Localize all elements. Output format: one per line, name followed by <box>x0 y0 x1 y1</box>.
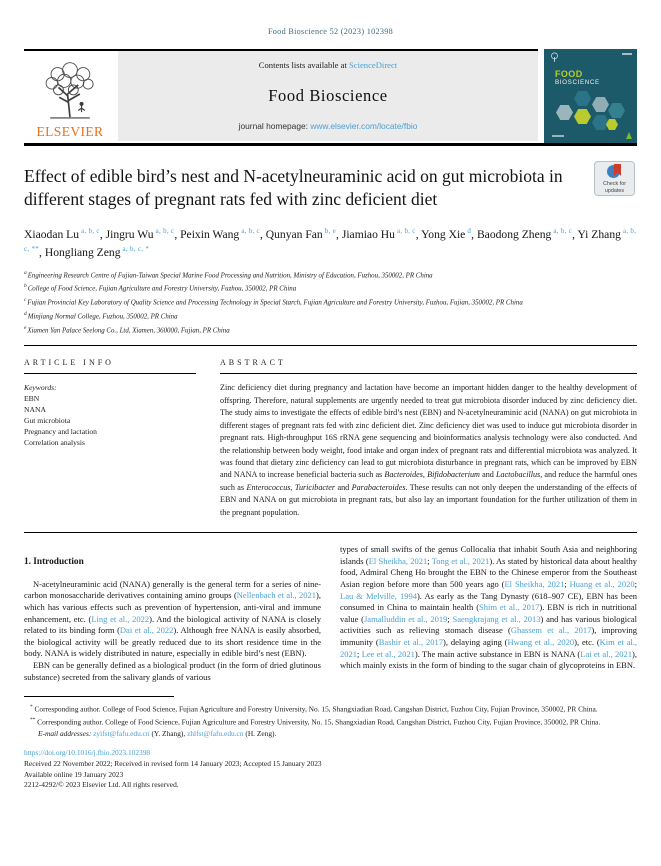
body-column-left <box>24 544 321 683</box>
article-info-column <box>24 358 196 519</box>
keyword: Pregnancy and lactation <box>24 427 97 437</box>
inline-link[interactable]: El Sheikha, 2021 <box>504 579 565 589</box>
section-divider <box>24 532 637 533</box>
inline-link[interactable]: Lau & Melville, 1994 <box>340 590 417 601</box>
email-addresses-line <box>24 729 637 739</box>
text-segment: and <box>479 470 496 480</box>
article-info-heading: ARTICLE INFO <box>24 358 114 368</box>
text-segment: * <box>30 704 33 711</box>
text-segment: a, b, c <box>551 227 573 235</box>
abstract-heading: ABSTRACT <box>220 358 286 368</box>
text-segment: , <box>422 470 428 480</box>
text-segment: Bifidobacterium <box>427 470 480 480</box>
elsevier-tree-icon <box>37 62 103 126</box>
text-segment: , Baodong Zheng <box>471 227 552 241</box>
check-for-updates-badge[interactable] <box>594 161 635 196</box>
text-segment: ), which has various effects such as prevention of hypertension, anti-viral and immune enhancement, etc. ( <box>24 590 321 624</box>
inline-link[interactable]: zhlfst@fafu.edu.cn <box>187 728 244 738</box>
text-segment: Xiaodan Lu <box>24 227 80 241</box>
text-segment: a, b, c <box>79 227 100 235</box>
introduction-heading: 1. Introduction <box>24 557 84 568</box>
abstract-column <box>220 358 637 519</box>
text-segment: a, b, c <box>394 227 416 235</box>
affiliation-list <box>24 268 637 337</box>
text-segment: Lactobacillus <box>495 470 541 480</box>
text-segment: , Yong Xie <box>415 227 466 241</box>
cover-hexagon-decoration <box>592 97 609 112</box>
text-segment: and <box>335 482 352 492</box>
body-paragraph <box>24 660 321 683</box>
text-segment: Contents lists available at <box>258 60 349 70</box>
text-segment: ). As stated by historical data about healthy food, Admiral Cheng Ho brought the EBN to the Chinese emperor from the Southeast Asian region before more than 500 years ago ( <box>340 555 637 589</box>
text-segment: , Jiamiao Hu <box>336 227 395 241</box>
journal-cover-thumbnail[interactable] <box>544 49 637 143</box>
cover-title-bioscience: BIOSCIENCE <box>555 79 600 86</box>
inline-link[interactable]: Dai et al., 2022 <box>119 625 174 636</box>
check-for-updates-icon <box>607 164 622 179</box>
body-paragraph <box>24 579 321 660</box>
heading-divider <box>24 373 196 374</box>
contents-list-line <box>259 60 397 70</box>
inline-link[interactable]: Kim et al., 2021 <box>340 636 638 659</box>
text-segment: ). And the biological activity of NANA is closely related to its binding form ( <box>24 613 322 636</box>
keyword: Correlation analysis <box>24 438 85 448</box>
keyword: Gut microbiota <box>24 416 71 426</box>
issn-copyright-line: 2212-4292/© 2023 Elsevier Ltd. All rights reserved. <box>24 780 179 790</box>
cover-hexagon-decoration <box>592 115 609 130</box>
affiliation-item: $^a$Engineering Research Centre of Fujian-Taiwan Special Marine Food Processing and Nutrition, Ministry of Education, Fuzhou, 350002, PR China <box>24 269 433 280</box>
text-segment: a, b, c <box>239 227 260 235</box>
inline-link[interactable]: www.elsevier.com/locate/fbio <box>310 121 418 131</box>
journal-title: Food Bioscience <box>268 85 388 105</box>
inline-link[interactable]: El Sheikha, 2021 <box>368 555 428 566</box>
text-segment: ; <box>564 579 570 589</box>
text-segment: ; <box>427 555 432 566</box>
inline-link[interactable]: zyifst@fafu.edu.cn <box>93 728 150 738</box>
affiliation-item: $^b$College of Food Science, Fujian Agriculture and Forestry University, Fuzhou, 350002, PR China <box>24 283 297 293</box>
text-segment: Zinc deficiency diet during pregnancy and lactation have become an important hidden danger to the healthy development of offspring. Therefore, natural supplements are urgently needed to treat gut microbiota disorder induced by zinc deficiency diet. The study aims to investigate the effects of edible bird’s nest (EBN) and N-acetylneuraminic acid (NANA) on gut microbiota in different stages of pregnant rats fed with zinc deficient diet. Zinc deficiency diet was used to induce gut microbiota disorder in pregnant rats. High-throughput 16S rRNA gene sequencing and bioinformatics analysis technology were also conducted. And the relationship between body weight, food intake and organ index of pregnant rats and differential microbiota was analyzed. It was found that dietary zinc deficiency can lead to gut microbiota disturbance in pregnant rats, which can be improved by EBN and NANA to increase beneficial bacteria such as <box>220 383 637 480</box>
text-segment: ), which mainly exists in the form of binding to the sugar chain of glycoproteins in EBN. <box>340 648 637 671</box>
doi-link[interactable]: https://doi.org/10.1016/j.fbio.2023.102398 <box>24 748 151 758</box>
cover-volume-mark <box>622 53 632 55</box>
heading-divider <box>220 373 637 374</box>
affiliation-item: $^e$Xiamen Yan Palace Seelong Co., Ltd, Xiamen, 360000, Fujian, PR China <box>24 324 230 334</box>
inline-link[interactable]: Shim et al., 2017 <box>479 602 540 613</box>
article-title: Effect of edible bird’s nest and N-acetylneuraminic acid on gut microbiota in different stages of pregnant rats fed with zinc deficient diet <box>24 166 563 209</box>
cover-hexagon-decoration <box>556 105 573 120</box>
text-segment: a, b, c <box>153 227 175 235</box>
cover-publisher-mark <box>626 132 632 139</box>
journal-masthead <box>118 51 538 141</box>
text-segment: ) and has various biological activities such as relieving stomach disease ( <box>340 613 637 636</box>
inline-link[interactable]: Ling et al., 2022 <box>91 613 150 624</box>
footnote-divider <box>24 696 174 697</box>
text-segment: , Qunyan Fan <box>259 227 323 241</box>
inline-link[interactable]: Ghassem et al., 2017 <box>510 625 592 636</box>
journal-homepage-line <box>239 121 418 131</box>
text-segment: , <box>290 482 295 492</box>
available-online-line: Available online 19 January 2023 <box>24 769 124 779</box>
inline-link[interactable]: Jamalluddin et al., 2019 <box>364 613 448 624</box>
keyword: NANA <box>24 405 46 415</box>
text-segment: a, b, c, * <box>120 245 150 254</box>
text-segment: (H. Zeng). <box>243 728 277 738</box>
text-segment: Turicibacter <box>294 482 336 492</box>
text-segment: types of small swifts of the genus Collocalia that inhabit South Asia and neighboring islands ( <box>340 544 637 566</box>
cover-hexagon-decoration <box>574 109 591 124</box>
affiliation-item: $^d$Minjiang Normal College, Fuzhou, 350002, PR China <box>24 310 178 321</box>
text-segment: (Y. Zhang), <box>149 728 188 738</box>
journal-header-band <box>24 49 637 143</box>
corresponding-author-note <box>24 702 637 715</box>
inline-link[interactable]: ScienceDirect <box>349 60 398 70</box>
author-list <box>24 224 637 261</box>
affiliation-item: $^c$Fujian Provincial Key Laboratory of Quality Science and Processing Technology in Special Starch, Fujian Agriculture and Forestry University, Fuzhou, Fujian, 350002, PR China <box>24 297 523 307</box>
text-segment: N-acetylneuraminic acid (NANA) generally is the general term for a series of nine-carbon monosaccharide derivatives containing amino groups ( <box>24 578 321 601</box>
text-segment: E-mail addresses: <box>38 728 94 738</box>
text-segment: , Peixin Wang <box>174 227 240 241</box>
journal-citation-header: Food Bioscience 52 (2023) 102398 <box>267 27 394 36</box>
text-segment: a, b, c, ** <box>24 227 637 254</box>
elsevier-wordmark: ELSEVIER <box>36 124 104 139</box>
text-segment: , and reduce the harmful ones such as <box>220 470 638 492</box>
inline-link[interactable]: Huang et al., 2020 <box>569 579 635 589</box>
cover-title-food: FOOD <box>555 69 583 79</box>
body-paragraph <box>340 544 637 672</box>
header-divider <box>24 143 637 146</box>
text-segment: Corresponding author. College of Food Science, Fujian Agriculture and Forestry University, No. 15, Shangxiadian Road, Cangshan District, Fuzhou City, Fujian Province, 350002, PR China. <box>35 717 601 727</box>
text-segment: Corresponding author. College of Food Science, Fujian Agriculture and Forestry University, No. 15, Shangxiadian Road, Cangshan District, Fuzhou City, Fujian Province, 350002, PR China. <box>32 704 598 714</box>
cover-issn-mark <box>552 135 564 137</box>
text-segment: ), improving immunity ( <box>340 625 637 647</box>
text-segment: journal homepage: <box>238 121 311 131</box>
publication-info-block <box>24 748 637 790</box>
cover-elsevier-tree-icon <box>549 52 560 63</box>
inline-link[interactable]: Lee et al., 2021 <box>361 648 415 659</box>
cover-hexagon-decoration <box>608 103 625 118</box>
abstract-text <box>220 382 637 519</box>
text-segment: , Yi Zhang <box>572 227 621 241</box>
text-segment: ** <box>30 717 36 724</box>
body-column-right <box>340 544 637 683</box>
text-segment: , Hongliang Zeng <box>39 246 121 260</box>
text-segment: Bacteroides <box>384 470 423 480</box>
text-segment: ; <box>357 648 362 659</box>
text-segment: b, e <box>322 227 337 235</box>
text-segment: ). The main active substance in EBN is NANA ( <box>414 648 581 659</box>
received-dates-line: Received 22 November 2022; Received in revised form 14 January 2023; Accepted 15 January 2023 <box>24 758 322 768</box>
text-segment: ). As early as the Tang Dynasty (618–907 CE), EBN has been consumed in China to maintain health ( <box>340 590 637 613</box>
elsevier-logo[interactable] <box>24 51 116 141</box>
cover-hexagon-decoration <box>574 91 591 106</box>
text-segment: ; <box>447 613 453 624</box>
text-segment: d <box>465 227 472 235</box>
text-segment: . These results can not only deepen the understanding of the effects of EBN and NANA on gut microbiota in pregnant rats, but also lay an important foundation for the further utilization of them in the pregnant population. <box>220 482 637 517</box>
keyword: EBN <box>24 394 40 404</box>
text-segment: ), delaying aging ( <box>443 636 508 647</box>
text-segment: Enterococcus <box>246 482 291 492</box>
keywords-label: Keywords: <box>24 383 57 393</box>
inline-link[interactable]: Bashir et al., 2017 <box>378 636 444 647</box>
inline-link[interactable]: Hwang et al., 2020 <box>507 636 575 647</box>
text-segment: ), etc. ( <box>574 636 600 647</box>
inline-link[interactable]: Tong et al., 2021 <box>431 555 490 566</box>
text-segment: ). Although free NANA is easily absorbed, the biological activity will be greatly reduced due to its short residence time in the body. NANA is widely distributed in nature, especially in edible bird’s nest (EBN). <box>24 625 322 659</box>
inline-link[interactable]: Saengkrajang et al., 2013 <box>452 613 541 624</box>
text-segment: ; <box>634 579 637 589</box>
corresponding-author-note <box>24 715 637 728</box>
text-segment: , Jingru Wu <box>99 227 154 241</box>
text-segment: Parabacteroides <box>351 482 406 492</box>
inline-link[interactable]: Nellenbach et al., 2021 <box>236 590 317 601</box>
text-segment: EBN can be generally defined as a biological product (in the form of dried glutinous substance) secreted from the salivary glands of various <box>24 659 321 682</box>
text-segment: ). EBN is rich in nutritional value ( <box>340 602 637 624</box>
check-for-updates-label: Check for updates <box>602 181 627 194</box>
inline-link[interactable]: Lai et al., 2021 <box>580 648 633 659</box>
footnote-block <box>24 702 637 739</box>
